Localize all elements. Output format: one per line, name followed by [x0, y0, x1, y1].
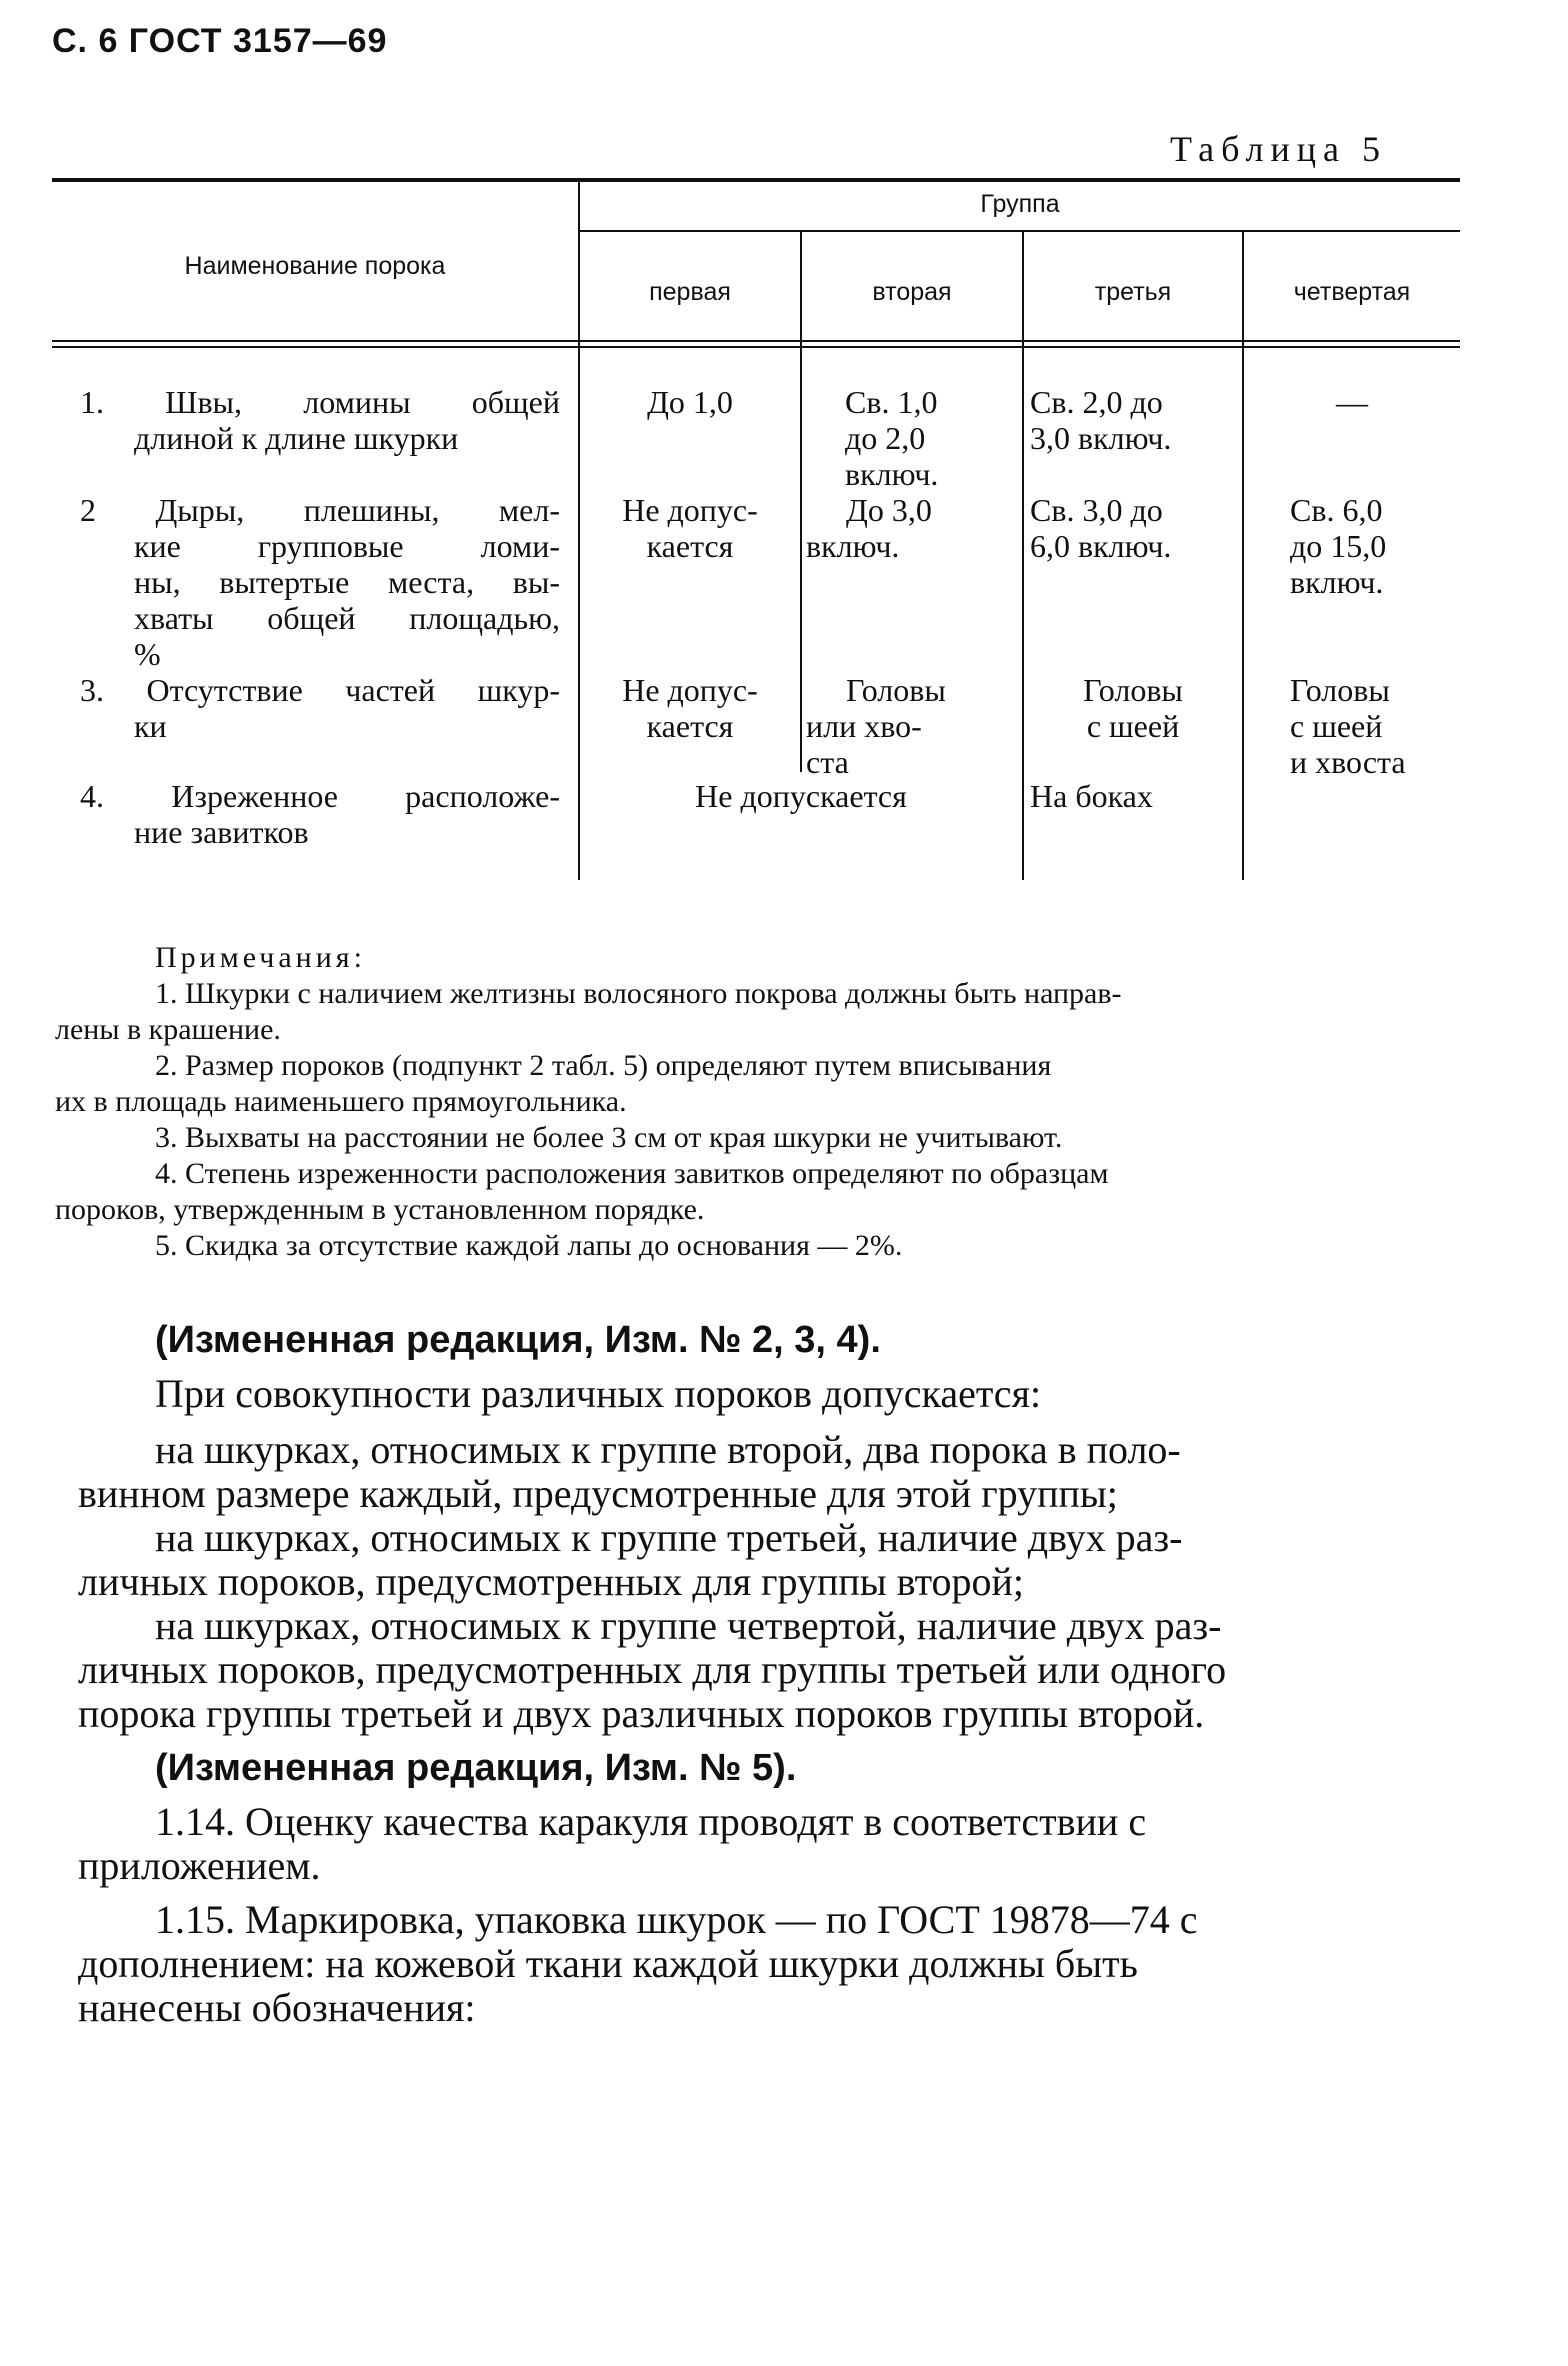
- clause-1-15-line-1: 1.15. Маркировка, упаковка шкурок — по ГОСТ 19878—74 с: [155, 1897, 1198, 1942]
- col-header-group-4: четвертая: [1293, 278, 1411, 306]
- table-row-1-name: 1. Швы, ломины общей длиной к длине шкурки: [80, 384, 560, 456]
- paragraph-group-3-line-1: на шкурках, относимых к группе третьей, наличие двух раз-: [155, 1515, 1183, 1560]
- table-row-3-group-2: Головы или хво- ста: [806, 672, 946, 780]
- table-notes: [55, 940, 1465, 1264]
- clause-1-15-line-2: дополнением: на кожевой ткани каждой шкурки должны быть: [78, 1941, 1138, 1986]
- table-row-4-group-1-2-merged: Не допускается: [695, 778, 907, 814]
- table-row-4-group-3: На боках: [1030, 778, 1153, 814]
- note-line: их в площадь наименьшего прямоугольника.: [55, 1085, 627, 1118]
- table-label: Таблица 5: [1170, 129, 1387, 169]
- group-header-rule: [578, 230, 1460, 232]
- table-row-3-group-3: Головы с шеей: [1083, 672, 1183, 744]
- col-header-group-3: третья: [1094, 278, 1172, 306]
- page-header: С. 6 ГОСТ 3157—69: [52, 22, 388, 60]
- note-line: лены в крашение.: [55, 1013, 281, 1046]
- col-header-defect-name: Наименование порока: [184, 252, 446, 280]
- paragraph-group-4-line-2: личных пороков, предусмотренных для группы третьей или одного: [78, 1647, 1227, 1692]
- note-line: пороков, утвержденным в установленном порядке.: [55, 1193, 705, 1226]
- paragraph-group-4-line-1: на шкурках, относимых к группе четвертой, наличие двух раз-: [155, 1603, 1222, 1648]
- table-row-1-group-3: Св. 2,0 до 3,0 включ.: [1030, 384, 1172, 456]
- amendment-note-2: (Измененная редакция, Изм. № 5).: [155, 1747, 797, 1789]
- table-row-3-name: 3. Отсутствие частей шкур- ки: [80, 672, 560, 744]
- table-row-2-group-2: До 3,0 включ.: [806, 492, 932, 564]
- note-line: 3. Выхваты на расстоянии не более 3 см от края шкурки не учитывают.: [155, 1121, 1063, 1154]
- table-row-1-group-4: —: [1336, 384, 1368, 420]
- table-row-2-group-4: Св. 6,0 до 15,0 включ.: [1290, 492, 1387, 600]
- col-divider-3: [1242, 232, 1244, 880]
- paragraph-combined-defects: При совокупности различных пороков допускается:: [155, 1371, 1042, 1416]
- table-row-2-group-1: Не допус- кается: [622, 492, 758, 564]
- paragraph-group-2-line-2: винном размере каждый, предусмотренные для этой группы;: [78, 1471, 1118, 1516]
- table-header-bottom-rule: [52, 340, 1460, 342]
- clause-1-14-line-2: приложением.: [78, 1843, 321, 1888]
- table-top-rule: [52, 178, 1460, 182]
- table-row-3-group-1: Не допус- кается: [622, 672, 758, 744]
- col-divider-1: [800, 232, 802, 772]
- amendment-note-1: (Измененная редакция, Изм. № 2, 3, 4).: [155, 1319, 881, 1361]
- table-row-1-group-1: До 1,0: [647, 384, 733, 420]
- table-header-bottom-rule-2: [52, 346, 1460, 348]
- note-line: 2. Размер пороков (подпункт 2 табл. 5) определяют путем вписывания: [155, 1049, 1052, 1082]
- note-line: 1. Шкурки с наличием желтизны волосяного покрова должны быть направ-: [155, 977, 1122, 1010]
- table-row-2-name: 2 Дыры, плешины, мел- кие групповые ломи- ны, вытертые места, вы- хваты общей площадью, %: [80, 492, 560, 672]
- table-row-1-group-2: Св. 1,0 до 2,0 включ.: [845, 384, 939, 492]
- table-row-3-group-4: Головы с шеей и хвоста: [1290, 672, 1406, 780]
- paragraph-group-4-line-3: порока группы третьей и двух различных пороков группы второй.: [78, 1691, 1205, 1736]
- note-line: 4. Степень изреженности расположения завитков определяют по образцам: [155, 1157, 1109, 1190]
- clause-1-14-line-1: 1.14. Оценку качества каракуля проводят в соответствии с: [155, 1799, 1147, 1844]
- col-header-group-1: первая: [649, 278, 731, 306]
- col-header-group-2: вторая: [872, 278, 952, 306]
- clause-1-15-line-3: нанесены обозначения:: [78, 1985, 476, 2030]
- paragraph-group-2-line-1: на шкурках, относимых к группе второй, два порока в поло-: [155, 1427, 1181, 1472]
- group-header: Группа: [980, 190, 1060, 218]
- col-divider-2: [1022, 232, 1024, 880]
- table-row-2-group-3: Св. 3,0 до 6,0 включ.: [1030, 492, 1172, 564]
- notes-title: Примечания:: [155, 941, 366, 974]
- note-line: 5. Скидка за отсутствие каждой лапы до основания — 2%.: [155, 1229, 903, 1262]
- table-row-4-name: 4. Изреженное расположе- ние завитков: [80, 778, 560, 850]
- paragraph-group-3-line-2: личных пороков, предусмотренных для группы второй;: [78, 1559, 1025, 1604]
